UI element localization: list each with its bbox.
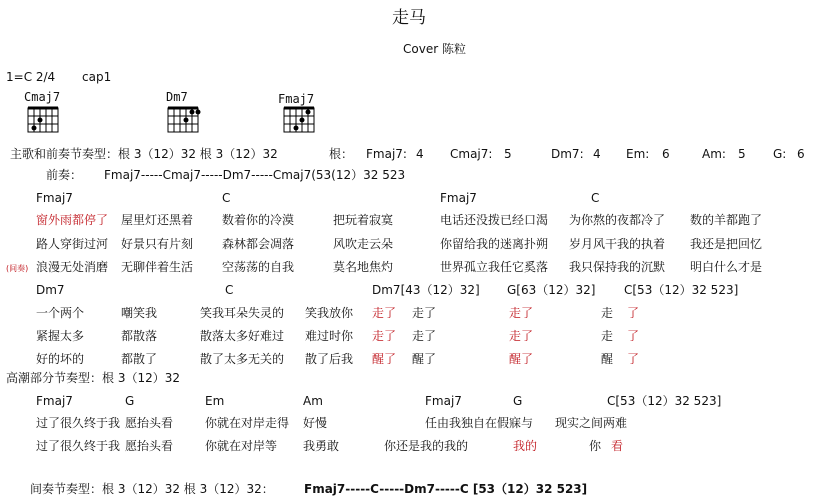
- lyric-phrase: 走: [601, 329, 614, 343]
- chorus-chord: C[53（12）32 523]: [624, 283, 739, 297]
- chorus-chord: G: [513, 394, 523, 408]
- lyric-phrase: 醒: [601, 352, 614, 366]
- interlude-marker: (间奏): [6, 264, 29, 273]
- verse-chord: C: [591, 191, 600, 205]
- lyric-phrase: 愿抬头看: [125, 416, 174, 430]
- root-value: 6: [797, 147, 805, 161]
- lyric-phrase: 明白什么才是: [690, 260, 763, 274]
- cover-credit: Cover 陈粒: [403, 42, 466, 56]
- lyric-phrase: 我的: [513, 439, 538, 453]
- root-value: 5: [738, 147, 746, 161]
- lyric-phrase: 数着你的冷漠: [222, 213, 295, 227]
- root-chord: Fmaj7:: [366, 147, 407, 161]
- lyric-phrase: 世界孤立我任它奚落: [440, 260, 549, 274]
- chorus-chord: G: [125, 394, 135, 408]
- chorus-chord: C: [225, 283, 234, 297]
- chorus-chord: Am: [303, 394, 323, 408]
- lyric-phrase: 我只保持我的沉默: [569, 260, 666, 274]
- lyric-phrase: 了: [627, 352, 640, 366]
- chorus-rhythm-pattern: 高潮部分节奏型：根 3（12）32: [6, 371, 180, 385]
- lyric-phrase: 紧握太多: [36, 329, 85, 343]
- lyric-phrase: 醒了: [372, 352, 397, 366]
- lyric-phrase: 走了: [372, 306, 397, 320]
- key-signature: 1=C 2/4: [6, 70, 56, 84]
- root-chord: Dm7:: [551, 147, 584, 161]
- lyric-phrase: 我还是把回忆: [690, 237, 763, 251]
- lyric-phrase: 好景只有片刻: [121, 237, 194, 251]
- lyric-phrase: 你: [589, 439, 602, 453]
- lyric-phrase: 屋里灯还黑着: [121, 213, 194, 227]
- intro-chords: Fmaj7-----Cmaj7-----Dm7-----Cmaj7(53(12）32 523: [104, 168, 406, 182]
- root-chord: Cmaj7:: [450, 147, 493, 161]
- root-value: 4: [416, 147, 424, 161]
- lyric-phrase: 任由我独自在假寐与: [425, 416, 534, 430]
- lyric-phrase: 过了很久终于我: [36, 416, 121, 430]
- lyric-phrase: 走了: [412, 306, 437, 320]
- chord-diagram-cmaj7: [24, 90, 74, 136]
- chorus-chord: Fmaj7: [36, 394, 73, 408]
- chord-diagram-dm7: [166, 90, 216, 136]
- lyric-phrase: 走了: [412, 329, 437, 343]
- root-chord: Am:: [702, 147, 726, 161]
- root-value: 6: [662, 147, 670, 161]
- chord-diagram-name: Fmaj7: [278, 92, 315, 106]
- lyric-phrase: 浪漫无处消磨: [36, 260, 109, 274]
- lyric-phrase: 愿抬头看: [125, 439, 174, 453]
- lyric-phrase: 好慢: [303, 416, 328, 430]
- fretboard-icon: [26, 106, 66, 136]
- lyric-phrase: 走: [601, 306, 614, 320]
- fretboard-icon: [166, 106, 206, 136]
- interlude-rhythm-pattern: 间奏节奏型：根 3（12）32 根 3（12）32：: [30, 482, 274, 496]
- lyric-phrase: 你就在对岸走得: [205, 416, 290, 430]
- lyric-phrase: 空荡荡的自我: [222, 260, 295, 274]
- lyric-phrase: 我勇敢: [303, 439, 340, 453]
- chord-diagram-name: Cmaj7: [24, 90, 61, 104]
- lyric-phrase: 散了太多无关的: [200, 352, 285, 366]
- lyric-phrase: 走了: [509, 306, 534, 320]
- capo: cap1: [82, 70, 112, 84]
- lyric-phrase: 笑我放你: [305, 306, 354, 320]
- chorus-chord: C[53（12）32 523]: [607, 394, 722, 408]
- lyric-phrase: 了: [627, 329, 640, 343]
- lyric-phrase: 现实之间两难: [555, 416, 628, 430]
- lyric-phrase: [36, 213, 108, 227]
- lyric-phrase: 数的羊都跑了: [690, 213, 763, 227]
- lyric-phrase: 过了很久终于我: [36, 439, 121, 453]
- verse-chord: Fmaj7: [36, 191, 73, 205]
- lyric-phrase: 电话还没拨已经口渴: [440, 213, 549, 227]
- lyric-phrase: 无聊伴着生活: [121, 260, 194, 274]
- lyric-segment: 窗外雨都停了: [36, 213, 109, 227]
- chord-diagram-fmaj7: [278, 92, 330, 138]
- lyric-phrase: 嘲笑我: [121, 306, 158, 320]
- root-chord: G:: [773, 147, 787, 161]
- chorus-chord: Fmaj7: [425, 394, 462, 408]
- song-title: 走马: [392, 8, 426, 28]
- chorus-chord: Em: [205, 394, 225, 408]
- lyric-phrase: 走了: [509, 329, 534, 343]
- intro-label: 前奏：: [46, 168, 83, 182]
- lyric-phrase: 醒了: [509, 352, 534, 366]
- root-chord: Em:: [626, 147, 650, 161]
- lyric-phrase: 为你熬的夜都冷了: [569, 213, 666, 227]
- lyric-phrase: 一个两个: [36, 306, 85, 320]
- lyric-phrase: 了: [627, 306, 640, 320]
- lyric-phrase: 散了后我: [305, 352, 354, 366]
- lyric-phrase: 路人穿街过河: [36, 237, 109, 251]
- main-rhythm-pattern: 主歌和前奏节奏型：根 3（12）32 根 3（12）32: [10, 147, 278, 161]
- lyric-phrase: 你还是我的我的: [384, 439, 469, 453]
- lyric-phrase: 走了: [372, 329, 397, 343]
- interlude-chords: Fmaj7-----C-----Dm7-----C [53（12）32 523]: [304, 482, 588, 496]
- root-value: 4: [593, 147, 601, 161]
- chorus-chord: G[63（12）32]: [507, 283, 596, 297]
- chorus-chord: Dm7: [36, 283, 65, 297]
- lyric-phrase: 好的坏的: [36, 352, 85, 366]
- lyric-phrase: 莫名地焦灼: [333, 260, 394, 274]
- lyric-phrase: 散落太多好难过: [200, 329, 285, 343]
- fretboard-icon: [282, 106, 322, 136]
- roots-label: 根：: [329, 147, 354, 161]
- lyric-phrase: 你留给我的迷离扑朔: [440, 237, 549, 251]
- verse-chord: C: [222, 191, 231, 205]
- chorus-chord: Dm7[43（12）32]: [372, 283, 480, 297]
- lyric-phrase: 笑我耳朵失灵的: [200, 306, 285, 320]
- lyric-phrase: 风吹走云朵: [333, 237, 394, 251]
- lyric-phrase: 你就在对岸等: [205, 439, 278, 453]
- lyric-phrase: 把玩着寂寞: [333, 213, 394, 227]
- root-value: 5: [504, 147, 512, 161]
- lyric-phrase: 看: [611, 439, 624, 453]
- chord-diagram-name: Dm7: [166, 90, 188, 104]
- lyric-phrase: 岁月风干我的执着: [569, 237, 666, 251]
- lyric-phrase: 都散了: [121, 352, 158, 366]
- verse-chord: Fmaj7: [440, 191, 477, 205]
- lyric-phrase: 森林都会凋落: [222, 237, 295, 251]
- lyric-phrase: 都散落: [121, 329, 158, 343]
- lyric-phrase: 醒了: [412, 352, 437, 366]
- lyric-phrase: 难过时你: [305, 329, 354, 343]
